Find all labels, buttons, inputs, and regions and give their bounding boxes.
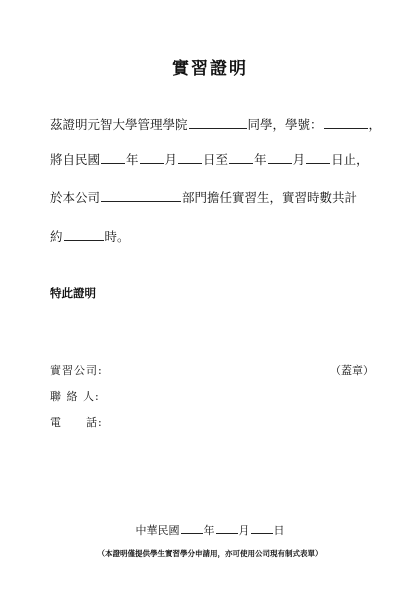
date-day-label: 日 — [273, 524, 285, 537]
text-approx: 約 — [50, 229, 63, 244]
text-company-prefix: 於本公司 — [50, 190, 101, 205]
text-year-2: 年 — [254, 152, 267, 167]
footnote: （本證明僅提供學生實習學分申請用，亦可使用公司現有制式表單） — [97, 549, 323, 558]
body-line-1 — [50, 116, 381, 133]
student-name-blank[interactable] — [189, 116, 247, 129]
end-month-blank[interactable] — [268, 151, 292, 164]
contact-label: 聯 絡 人: — [50, 390, 100, 403]
end-day-blank[interactable] — [306, 151, 330, 164]
text-day-to: 日至 — [203, 152, 229, 167]
body-line-4 — [50, 228, 130, 245]
body-line-2 — [50, 151, 369, 168]
start-month-blank[interactable] — [140, 151, 164, 164]
date-year-blank[interactable] — [181, 523, 203, 534]
text-department-role: 部門擔任實習生，實習時數共計 — [182, 190, 358, 205]
hours-blank[interactable] — [64, 228, 104, 241]
text-hours-end: 時。 — [104, 229, 130, 244]
text-comma: ， — [368, 117, 382, 132]
text-period-start: 將自民國 — [50, 152, 101, 167]
phone-label: 電 話: — [50, 416, 103, 429]
text-student-id-label: 同學，學號： — [247, 117, 323, 132]
seal-label: （蓋章） — [330, 364, 374, 377]
company-label: 實習公司: — [50, 364, 103, 377]
date-day-blank[interactable] — [251, 523, 273, 534]
text-month-1: 月 — [164, 152, 178, 167]
text-school-prefix: 茲證明元智大學管理學院 — [50, 117, 188, 132]
date-month-blank[interactable] — [216, 523, 238, 534]
declaration-text: 特此證明 — [50, 286, 96, 300]
date-line — [0, 522, 420, 538]
student-id-blank[interactable] — [324, 116, 368, 129]
department-blank[interactable] — [101, 189, 181, 202]
page-title: 實習證明 — [172, 59, 248, 79]
start-day-blank[interactable] — [178, 151, 202, 164]
text-year-1: 年 — [126, 152, 139, 167]
date-month-label: 月 — [238, 524, 250, 537]
text-month-2: 月 — [292, 152, 306, 167]
start-year-blank[interactable] — [101, 151, 125, 164]
body-line-3 — [50, 189, 357, 206]
date-year-label: 年 — [203, 524, 215, 537]
text-day-end: 日止， — [331, 152, 369, 167]
end-year-blank[interactable] — [229, 151, 253, 164]
date-prefix: 中華民國 — [135, 524, 180, 537]
